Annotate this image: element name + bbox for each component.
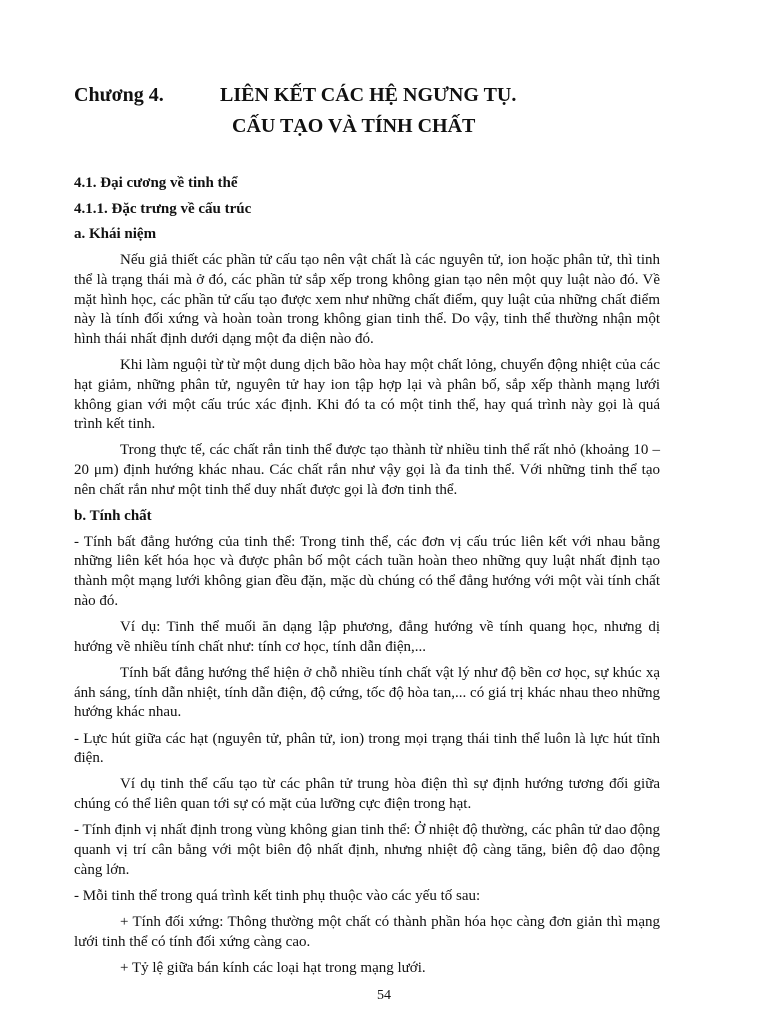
paragraph: Khi làm nguội từ từ một dung dịch bão hòa hay một chất lỏng, chuyển động nhiệt của các hạt giảm, những phân tử, nguyên tử hay ion tập hợp lại và phân bố, sắp xếp thành mạng lưới không gian với một cấu trúc xác định. Khi đó ta có một tinh thể, hay quá trình này gọi là quá trình kết tinh. — [74, 357, 660, 433]
paragraph: + Tính đối xứng: Thông thường một chất có thành phần hóa học càng đơn giản thì mạng lưới tinh thể có tính đối xứng càng cao. — [74, 914, 660, 950]
chapter-number: Chương 4. — [74, 84, 164, 106]
paragraph: Ví dụ tinh thể cấu tạo từ các phân tử trung hòa điện thì sự định hướng tương đối giữa chúng có thể liên quan tới sự có mặt của lưỡng cực điện trong hạt. — [74, 776, 660, 813]
document-body — [74, 174, 660, 985]
subsection-heading-a: a. Khái niệm — [74, 226, 157, 243]
paragraph: Tính bất đẳng hướng thể hiện ở chỗ nhiều tính chất vật lý như độ bền cơ học, sự khúc xạ ánh sáng, tính dẫn nhiệt, tính dẫn điện, độ cứng, tốc độ hòa tan,... có giá trị khác nhau theo những hướng khác nhau. — [74, 664, 660, 721]
paragraph: Nếu giả thiết các phần tử cấu tạo nên vật chất là các nguyên tử, ion hoặc phân tử, thì tinh thể là trạng thái mà ở đó, các phần tử sắp xếp trong không gian tạo nên một quy luật nào đó. Về mặt hình học, các phần tử cấu tạo được xem như những chất điểm, quy luật của những chất điểm này là tính đối xứng và hoàn toàn trong không gian tinh thể. Do vậy, tinh thể thường nhận một hình thái nhất định dưới dạng một đa diện nào đó. — [74, 252, 660, 347]
chapter-title-line-2: CẤU TẠO VÀ TÍNH CHẤT — [232, 115, 476, 137]
paragraph: + Tỷ lệ giữa bán kính các loại hạt trong mạng lưới. — [120, 960, 426, 977]
paragraph: - Tính định vị nhất định trong vùng không gian tinh thể: Ở nhiệt độ thường, các phân tử dao động quanh vị trí cân bằng với một biên độ nhất định, nhưng nhiệt độ càng tăng, biên độ dao động càng lớn. — [74, 822, 660, 878]
paragraph: Ví dụ: Tinh thể muối ăn dạng lập phương, đẳng hướng về tính quang học, nhưng dị hướng về nhiều tính chất như: tính cơ học, tính dẫn điện,... — [74, 619, 660, 655]
paragraph: - Mỗi tinh thể trong quá trình kết tinh phụ thuộc vào các yếu tố sau: — [74, 888, 481, 904]
paragraph: Trong thực tế, các chất rắn tinh thể được tạo thành từ nhiều tinh thể rất nhỏ (khoảng 10 – 20 μm) định hướng khác nhau. Các chất rắn như vậy gọi là đa tinh thể. Với những tinh thể tạo nên chất rắn như một tinh thể duy nhất được gọi là đơn tinh thể. — [74, 442, 660, 498]
paragraph: - Lực hút giữa các hạt (nguyên tử, phân tử, ion) trong mọi trạng thái tinh thể luôn là lực hút tĩnh điện. — [74, 730, 660, 767]
subsection-heading-b: b. Tính chất — [74, 508, 152, 525]
section-heading-4-1: 4.1. Đại cương về tinh thể — [74, 175, 238, 191]
paragraph: - Tính bất đẳng hướng của tinh thể: Trong tinh thể, các đơn vị cấu trúc liên kết với nhau bằng những liên kết hóa học và được phân bố một cách tuần hoàn theo những quy luật nhất định tạo thành một mạng lưới không gian đều đặn, mặc dù chúng có thể đẳng hướng với một vài tính chất nào đó. — [74, 533, 660, 609]
section-heading-4-1-1: 4.1.1. Đặc trưng về cấu trúc — [74, 200, 252, 217]
page-number: 54 — [377, 988, 391, 1003]
chapter-title-line-1: LIÊN KẾT CÁC HỆ NGƯNG TỤ. — [220, 84, 517, 106]
